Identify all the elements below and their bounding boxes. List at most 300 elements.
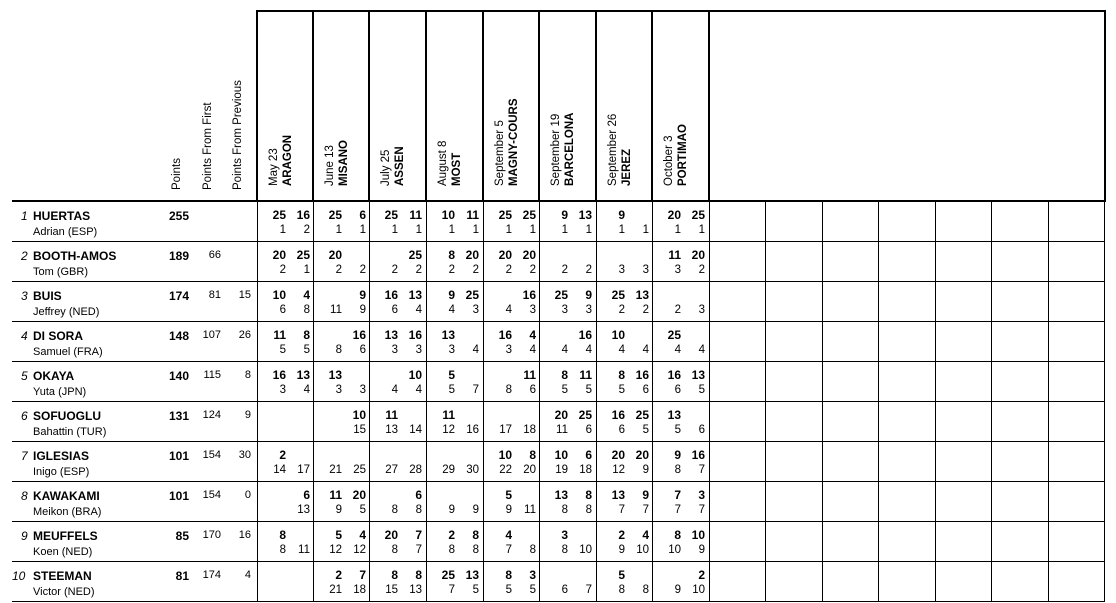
race2-position: 4 <box>698 344 705 356</box>
rider-first-name: Adrian (ESP) <box>33 226 98 238</box>
rider-rank: 9 <box>21 529 28 543</box>
race1-points: 11 <box>329 488 342 502</box>
round-divider <box>595 10 597 201</box>
race1-points: 2 <box>448 528 455 542</box>
race1-points: 11 <box>668 248 681 262</box>
points-from-previous-column-header: Points From Previous <box>232 80 244 190</box>
race1-position: 9 <box>505 504 512 516</box>
race2-position: 8 <box>415 504 422 516</box>
rider-points: 131 <box>168 409 189 423</box>
race1-position: 1 <box>335 224 342 236</box>
race1-position: 8 <box>391 504 398 516</box>
row-divider <box>12 361 1105 362</box>
race1-position: 1 <box>279 224 286 236</box>
race2-position: 30 <box>466 464 479 476</box>
race2-points: 4 <box>642 528 649 542</box>
race2-position: 7 <box>642 504 649 516</box>
race1-points: 25 <box>611 288 625 302</box>
race2-points: 20 <box>635 448 649 462</box>
rider-surname: DI SORA <box>33 329 84 343</box>
round-divider <box>312 10 314 201</box>
round-divider <box>256 10 258 201</box>
race1-position: 9 <box>674 584 681 596</box>
race2-position: 7 <box>585 584 592 596</box>
race1-position: 3 <box>618 264 625 276</box>
race2-position: 6 <box>642 384 649 396</box>
race2-points: 13 <box>691 368 705 382</box>
race2-points: 7 <box>359 568 366 582</box>
race1-position: 2 <box>448 264 455 276</box>
race1-points: 5 <box>448 368 455 382</box>
race1-position: 2 <box>279 264 286 276</box>
race1-position: 13 <box>385 424 398 436</box>
round-divider <box>368 10 370 201</box>
race2-position: 4 <box>529 344 536 356</box>
race2-points: 3 <box>529 568 536 582</box>
race2-position: 1 <box>698 224 705 236</box>
rider-points: 140 <box>168 369 189 383</box>
round-date: September 5 <box>494 120 506 186</box>
race2-position: 13 <box>297 504 310 516</box>
rider-surname: OKAYA <box>33 369 75 383</box>
race1-position: 9 <box>335 504 342 516</box>
race1-position: 8 <box>448 544 455 556</box>
race2-points: 16 <box>691 448 705 462</box>
race1-position: 3 <box>448 344 455 356</box>
round-divider <box>482 10 484 201</box>
race2-position: 16 <box>466 424 479 436</box>
race1-points: 5 <box>505 488 512 502</box>
race2-position: 2 <box>472 264 479 276</box>
race1-points: 9 <box>561 208 568 222</box>
race2-position: 8 <box>529 544 536 556</box>
race1-position: 1 <box>618 224 625 236</box>
race2-position: 4 <box>642 344 649 356</box>
round-venue: ASSEN <box>394 146 406 186</box>
race1-points: 16 <box>667 368 681 382</box>
round-divider <box>708 10 710 201</box>
race2-points: 25 <box>578 408 592 422</box>
race2-position: 6 <box>698 424 705 436</box>
race1-position: 17 <box>499 424 512 436</box>
race2-points: 25 <box>465 288 479 302</box>
rider-points: 101 <box>168 449 189 463</box>
race1-position: 4 <box>505 304 512 316</box>
race2-position: 8 <box>472 544 479 556</box>
rider-points-from-first: 81 <box>208 289 221 301</box>
rider-rank: 6 <box>21 409 28 423</box>
rider-first-name: Samuel (FRA) <box>33 346 103 358</box>
round-header-aragon <box>267 135 295 186</box>
race2-points: 4 <box>529 328 536 342</box>
race2-points: 20 <box>465 248 479 262</box>
rider-rank: 2 <box>21 249 28 263</box>
race2-position: 3 <box>642 264 649 276</box>
round-venue: MISANO <box>338 140 350 186</box>
race1-points: 5 <box>618 568 625 582</box>
race1-position: 2 <box>391 264 398 276</box>
race1-position: 2 <box>505 264 512 276</box>
round-date: October 3 <box>663 135 675 186</box>
race2-points: 9 <box>642 488 649 502</box>
race2-points: 11 <box>579 368 592 382</box>
rider-points-from-first: 124 <box>202 409 221 421</box>
race1-position: 8 <box>505 384 512 396</box>
round-date: May 23 <box>268 148 280 186</box>
race2-position: 1 <box>303 264 310 276</box>
race1-points: 3 <box>561 528 568 542</box>
rider-surname: SOFUOGLU <box>33 409 101 423</box>
race1-points: 2 <box>335 568 342 582</box>
race1-position: 4 <box>674 344 681 356</box>
race2-position: 8 <box>585 504 592 516</box>
race1-position: 7 <box>505 544 512 556</box>
round-date: September 19 <box>550 113 562 186</box>
race1-points: 5 <box>335 528 342 542</box>
row-divider <box>12 321 1105 322</box>
race1-points: 11 <box>273 328 286 342</box>
race1-position: 8 <box>561 504 568 516</box>
round-header-barcelona <box>549 113 577 186</box>
rider-points-from-previous: 16 <box>238 529 251 541</box>
rider-first-name: Meikon (BRA) <box>33 506 102 518</box>
race1-points: 2 <box>618 528 625 542</box>
race1-position: 1 <box>505 224 512 236</box>
race1-position: 2 <box>561 264 568 276</box>
race1-position: 2 <box>674 304 681 316</box>
rider-points-from-first: 66 <box>208 249 221 261</box>
rider-points: 255 <box>168 209 189 223</box>
race2-points: 6 <box>359 208 366 222</box>
race2-points: 13 <box>578 208 592 222</box>
row-divider <box>12 481 1105 482</box>
rider-surname: STEEMAN <box>33 569 92 583</box>
race2-position: 1 <box>642 224 649 236</box>
rider-points-from-previous: 9 <box>244 409 251 421</box>
round-header-portimao <box>662 124 690 186</box>
race1-points: 20 <box>272 248 286 262</box>
race2-position: 5 <box>303 344 310 356</box>
race2-position: 11 <box>524 504 536 516</box>
race2-position: 1 <box>359 224 366 236</box>
race2-position: 3 <box>585 304 592 316</box>
race2-points: 16 <box>408 328 422 342</box>
race2-position: 18 <box>523 424 536 436</box>
race2-points: 11 <box>466 208 479 222</box>
race2-position: 6 <box>529 384 536 396</box>
race1-position: 12 <box>442 424 455 436</box>
rider-points-from-previous: 0 <box>244 489 251 501</box>
race2-position: 10 <box>579 544 592 556</box>
race2-position: 2 <box>585 264 592 276</box>
race2-position: 1 <box>415 224 422 236</box>
race1-position: 3 <box>674 264 681 276</box>
race2-points: 10 <box>352 408 366 422</box>
rider-points: 81 <box>175 569 189 583</box>
race2-points: 25 <box>691 208 705 222</box>
race2-position: 2 <box>303 224 310 236</box>
race1-position: 8 <box>618 584 625 596</box>
rider-points: 174 <box>168 289 189 303</box>
rider-points-from-previous: 26 <box>238 329 251 341</box>
race2-position: 11 <box>298 544 310 556</box>
race2-position: 7 <box>698 464 705 476</box>
round-date: September 26 <box>607 113 619 186</box>
race2-position: 10 <box>636 544 649 556</box>
race2-position: 5 <box>359 504 366 516</box>
race1-points: 25 <box>498 208 512 222</box>
race1-position: 4 <box>561 344 568 356</box>
race1-points: 20 <box>498 248 512 262</box>
race2-position: 15 <box>353 424 366 436</box>
race2-position: 7 <box>472 384 479 396</box>
race1-points: 20 <box>667 208 681 222</box>
race1-position: 6 <box>279 304 286 316</box>
race1-points: 16 <box>611 408 625 422</box>
race2-position: 5 <box>472 584 479 596</box>
rider-points-from-previous: 30 <box>238 449 251 461</box>
race1-position: 4 <box>618 344 625 356</box>
rider-surname: IGLESIAS <box>33 449 90 463</box>
race1-position: 3 <box>391 344 398 356</box>
race2-points: 8 <box>415 568 422 582</box>
round-date: August 8 <box>437 140 449 186</box>
race1-points: 13 <box>384 328 398 342</box>
race2-points: 16 <box>296 208 310 222</box>
round-venue: JEREZ <box>621 148 633 186</box>
rider-first-name: Victor (NED) <box>33 586 95 598</box>
rider-points-from-previous: 8 <box>244 369 251 381</box>
race2-points: 8 <box>303 328 310 342</box>
rider-points-from-previous: 15 <box>238 289 251 301</box>
race2-points: 6 <box>585 448 592 462</box>
race1-points: 10 <box>611 328 625 342</box>
race1-points: 4 <box>505 528 512 542</box>
race2-position: 2 <box>415 264 422 276</box>
race2-position: 9 <box>472 504 479 516</box>
race1-position: 11 <box>330 304 342 316</box>
rider-first-name: Jeffrey (NED) <box>33 306 100 318</box>
race2-position: 5 <box>529 584 536 596</box>
race2-position: 3 <box>359 384 366 396</box>
race2-position: 14 <box>409 424 422 436</box>
race1-position: 3 <box>505 344 512 356</box>
race2-points: 6 <box>303 488 310 502</box>
race2-points: 13 <box>408 288 422 302</box>
round-venue: ARAGON <box>282 134 294 186</box>
race2-position: 3 <box>529 304 536 316</box>
race2-points: 8 <box>472 528 479 542</box>
race2-position: 28 <box>409 464 422 476</box>
race2-points: 3 <box>698 488 705 502</box>
race1-points: 8 <box>391 568 398 582</box>
race2-position: 1 <box>529 224 536 236</box>
round-divider <box>425 10 427 201</box>
race1-points: 13 <box>441 328 455 342</box>
round-header-magny-cours <box>493 98 521 186</box>
race2-points: 11 <box>523 368 536 382</box>
race2-position: 7 <box>415 544 422 556</box>
race2-position: 18 <box>579 464 592 476</box>
race1-position: 15 <box>385 584 398 596</box>
race2-points: 6 <box>415 488 422 502</box>
race1-points: 8 <box>448 248 455 262</box>
points-from-first-column-header: Points From First <box>202 102 214 190</box>
race2-position: 7 <box>698 504 705 516</box>
round-venue: MOST <box>451 152 463 186</box>
rider-first-name: Tom (GBR) <box>33 266 88 278</box>
race2-points: 16 <box>352 328 366 342</box>
race2-points: 2 <box>698 568 705 582</box>
race2-points: 25 <box>522 208 536 222</box>
race2-position: 4 <box>415 384 422 396</box>
race2-points: 16 <box>635 368 649 382</box>
race2-position: 5 <box>585 384 592 396</box>
race1-position: 6 <box>618 424 625 436</box>
rider-points-from-first: 154 <box>202 449 221 461</box>
race1-points: 8 <box>279 528 286 542</box>
race1-position: 3 <box>561 304 568 316</box>
race1-points: 25 <box>441 568 455 582</box>
rider-rank: 4 <box>21 329 28 343</box>
race1-points: 25 <box>384 208 398 222</box>
race1-position: 5 <box>279 344 286 356</box>
race2-position: 4 <box>415 304 422 316</box>
race1-points: 13 <box>667 408 681 422</box>
table-right-border <box>1104 10 1106 201</box>
rider-rank: 3 <box>21 289 28 303</box>
race1-position: 4 <box>391 384 398 396</box>
race1-points: 7 <box>674 488 681 502</box>
race2-position: 18 <box>353 584 366 596</box>
race2-position: 17 <box>297 464 310 476</box>
rider-surname: BOOTH-AMOS <box>33 249 117 263</box>
race2-position: 9 <box>642 464 649 476</box>
race1-points: 16 <box>498 328 512 342</box>
race2-points: 10 <box>691 528 705 542</box>
race1-points: 13 <box>611 488 625 502</box>
rider-rank: 8 <box>21 489 28 503</box>
rider-surname: KAWAKAMI <box>33 489 100 503</box>
round-venue: BARCELONA <box>564 112 576 186</box>
round-date: June 13 <box>324 145 336 186</box>
race1-position: 22 <box>499 464 512 476</box>
row-divider <box>12 281 1105 282</box>
race1-points: 10 <box>441 208 455 222</box>
race1-position: 5 <box>561 384 568 396</box>
round-divider <box>538 10 540 201</box>
race1-position: 3 <box>279 384 286 396</box>
race2-points: 7 <box>415 528 422 542</box>
header-bottom-border <box>12 200 1106 202</box>
race2-points: 9 <box>585 288 592 302</box>
rider-points-from-first: 154 <box>202 489 221 501</box>
row-divider <box>12 241 1105 242</box>
race2-position: 2 <box>642 304 649 316</box>
race2-points: 9 <box>359 288 366 302</box>
rider-surname: BUIS <box>33 289 62 303</box>
race1-position: 1 <box>448 224 455 236</box>
race1-position: 14 <box>273 464 286 476</box>
race1-position: 8 <box>279 544 286 556</box>
rider-points-from-first: 107 <box>202 329 221 341</box>
race1-position: 8 <box>391 544 398 556</box>
race2-points: 13 <box>635 288 649 302</box>
race1-points: 9 <box>618 208 625 222</box>
race1-points: 8 <box>505 568 512 582</box>
race1-position: 5 <box>618 384 625 396</box>
race1-position: 7 <box>674 504 681 516</box>
rider-points: 85 <box>175 529 189 543</box>
race2-position: 10 <box>692 584 705 596</box>
race2-position: 2 <box>359 264 366 276</box>
rider-first-name: Yuta (JPN) <box>33 386 87 398</box>
race1-position: 11 <box>556 424 568 436</box>
race1-points: 16 <box>272 368 286 382</box>
race2-position: 5 <box>698 384 705 396</box>
race2-points: 4 <box>303 288 310 302</box>
race1-position: 6 <box>391 304 398 316</box>
points-column-header: Points <box>171 158 183 190</box>
race1-points: 25 <box>328 208 342 222</box>
race2-position: 8 <box>642 584 649 596</box>
race1-points: 13 <box>554 488 568 502</box>
race2-position: 2 <box>698 264 705 276</box>
race2-position: 4 <box>472 344 479 356</box>
race1-position: 2 <box>618 304 625 316</box>
rider-rank: 10 <box>12 569 26 583</box>
race1-position: 10 <box>668 544 681 556</box>
race1-position: 8 <box>674 464 681 476</box>
round-header-jerez <box>606 114 634 186</box>
race2-points: 20 <box>352 488 366 502</box>
race2-position: 20 <box>523 464 536 476</box>
round-header-misano <box>323 140 351 186</box>
race1-position: 7 <box>448 584 455 596</box>
race1-points: 9 <box>674 448 681 462</box>
race1-points: 25 <box>667 328 681 342</box>
race2-position: 25 <box>353 464 366 476</box>
race2-points: 25 <box>635 408 649 422</box>
round-divider <box>651 10 653 201</box>
race1-points: 11 <box>385 408 398 422</box>
race1-points: 25 <box>272 208 286 222</box>
race2-position: 9 <box>359 304 366 316</box>
race2-position: 6 <box>359 344 366 356</box>
race1-position: 19 <box>555 464 568 476</box>
rider-points: 101 <box>168 489 189 503</box>
rider-points-from-first: 115 <box>203 369 221 381</box>
round-venue: PORTIMAO <box>677 124 689 186</box>
race1-position: 12 <box>329 544 342 556</box>
rider-surname: HUERTAS <box>33 209 91 223</box>
race1-points: 9 <box>448 288 455 302</box>
race2-position: 6 <box>585 424 592 436</box>
race1-position: 29 <box>442 464 455 476</box>
race1-points: 25 <box>554 288 568 302</box>
race2-position: 2 <box>529 264 536 276</box>
race2-points: 11 <box>409 208 422 222</box>
race1-points: 16 <box>384 288 398 302</box>
race1-points: 13 <box>328 368 342 382</box>
race2-points: 20 <box>522 248 536 262</box>
race1-points: 11 <box>442 408 455 422</box>
race1-position: 6 <box>561 584 568 596</box>
race2-points: 25 <box>296 248 310 262</box>
race1-points: 20 <box>611 448 625 462</box>
race2-points: 13 <box>465 568 479 582</box>
rider-rank: 1 <box>21 209 28 223</box>
